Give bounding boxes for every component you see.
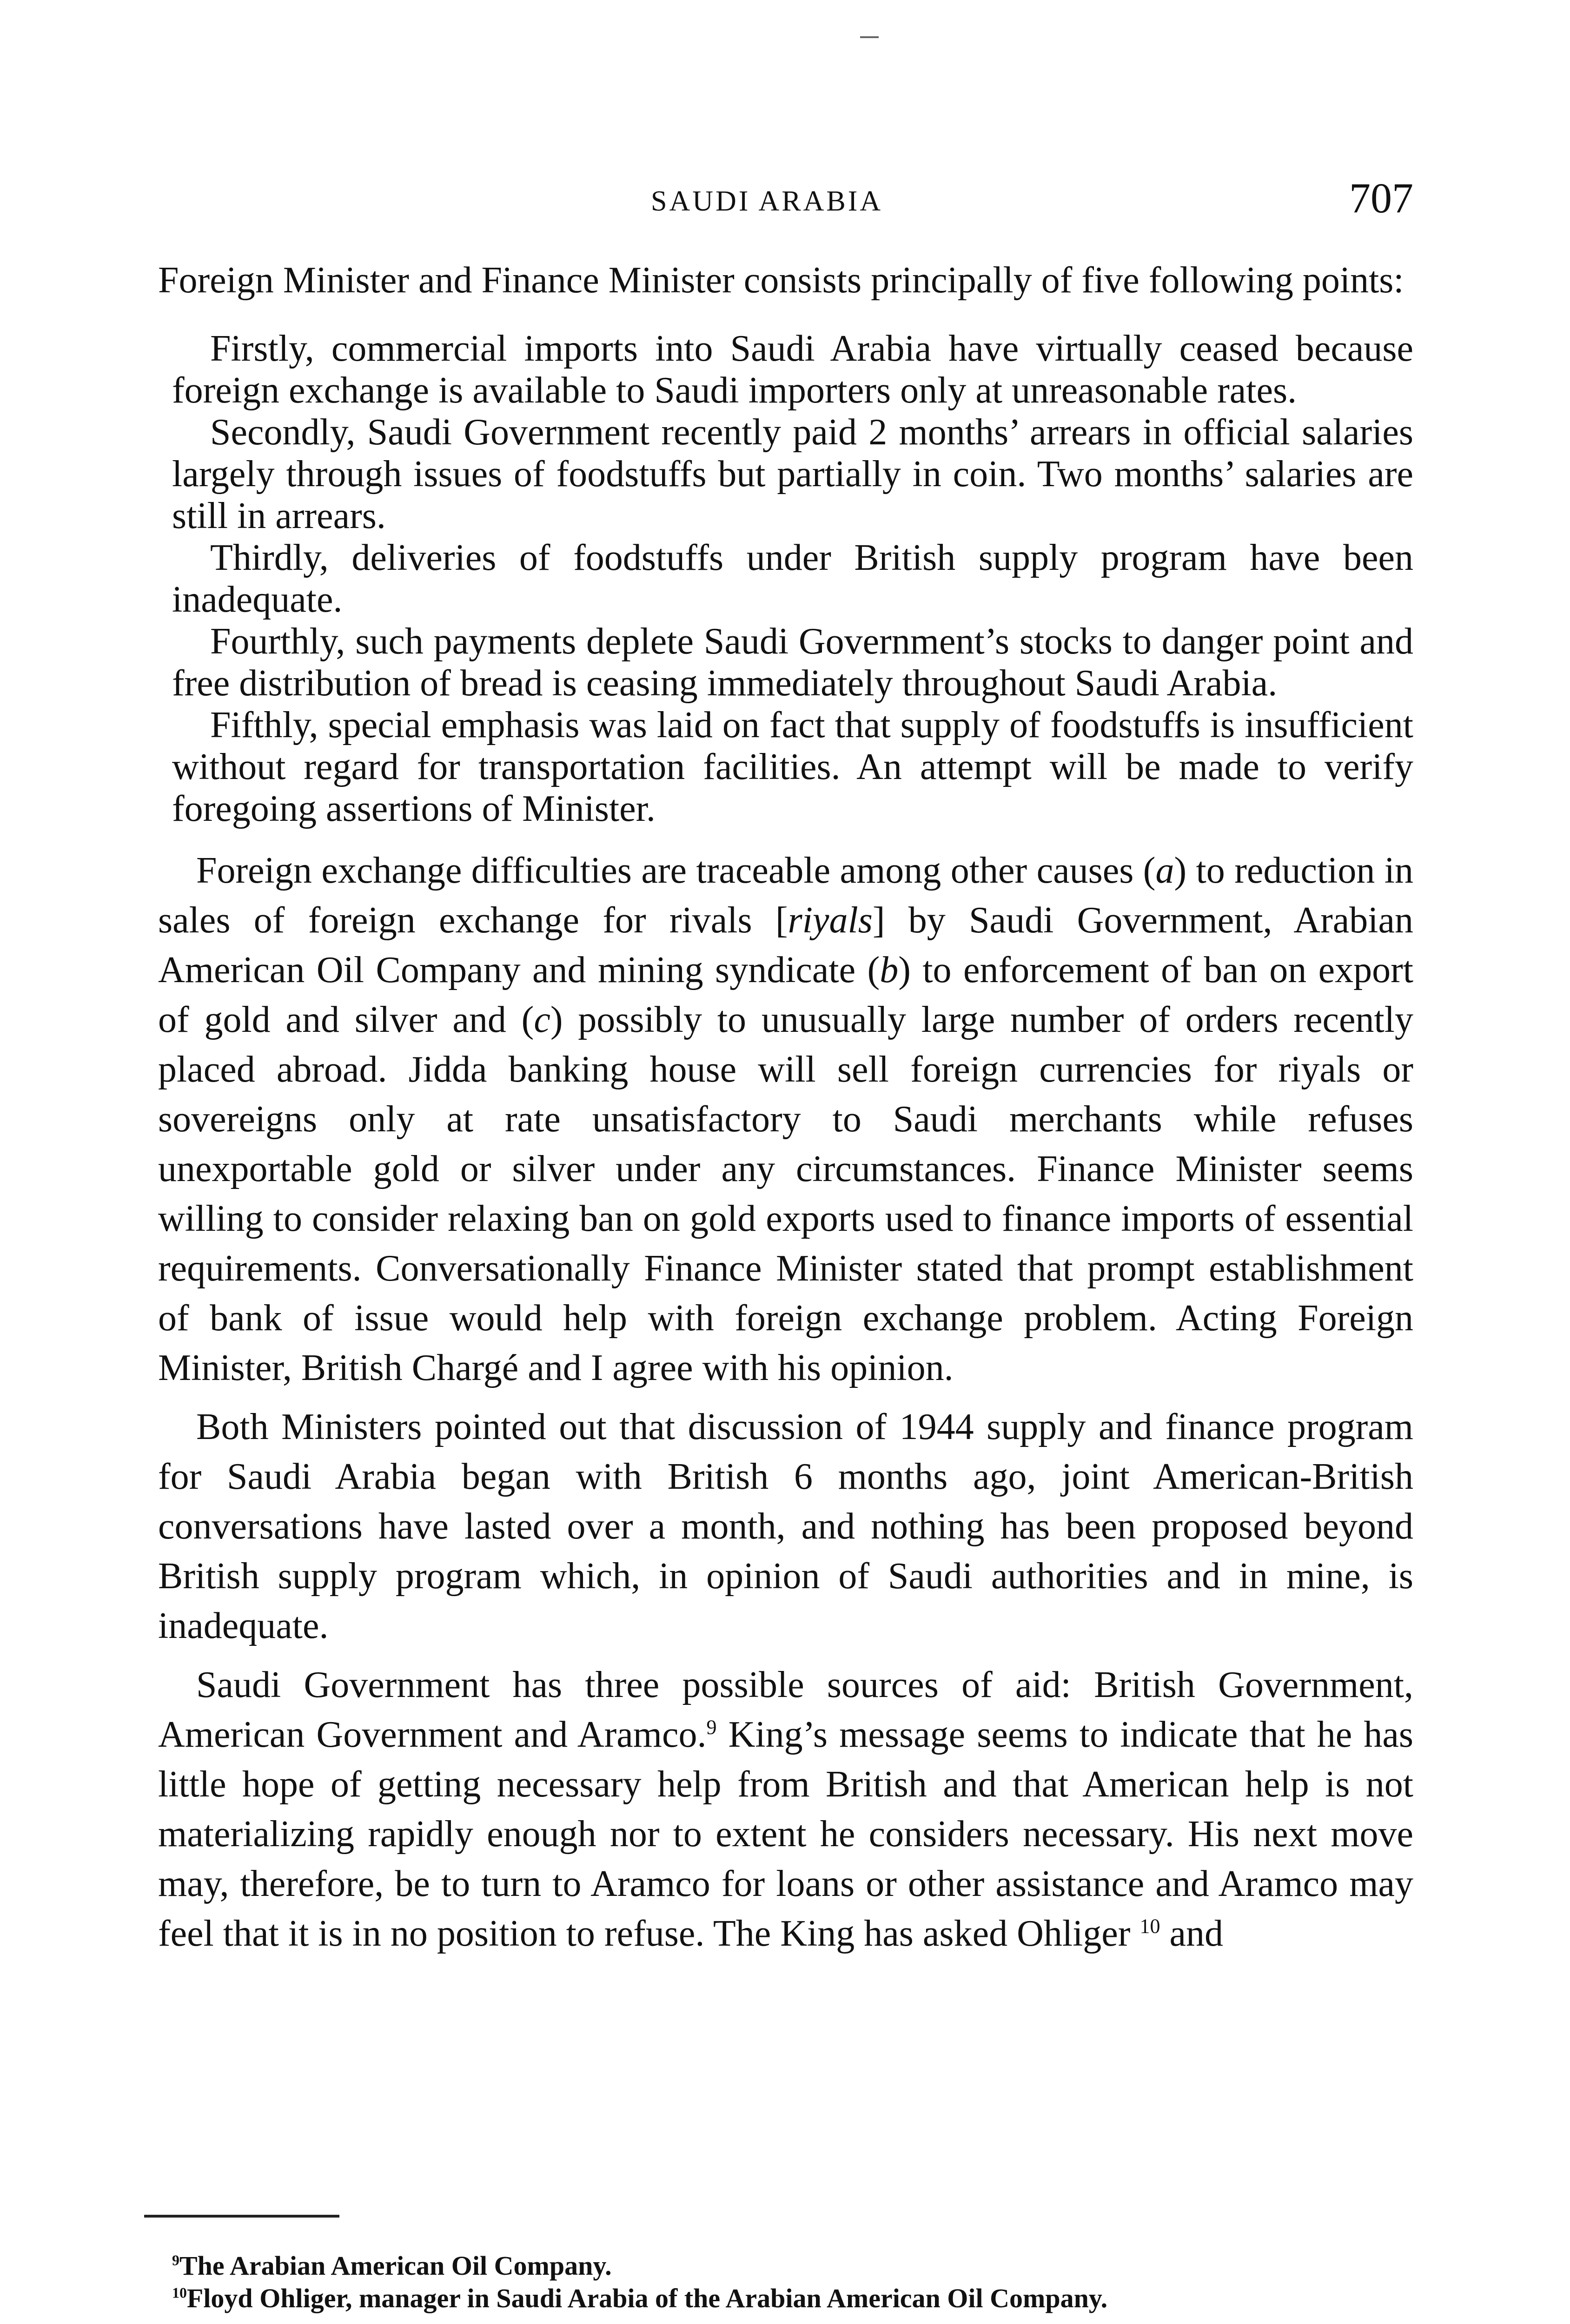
footnote-ref-10: 10: [1139, 1915, 1160, 1938]
point-3: Thirdly, deliveries of foodstuffs under British supply program have been inadequate.: [172, 537, 1413, 620]
point-5: Fifthly, special emphasis was laid on fact that supply of foodstuffs is insufficient without regard for transportation facilities. An attempt will be made to verify foregoing assertions of Minister.: [172, 705, 1413, 829]
page-header: [158, 174, 1413, 231]
point-1: Firstly, commercial imports into Saudi Arabia have virtually ceased because foreign exchange is available to Saudi importers only at unreasonable rates.: [172, 328, 1413, 411]
footnote-10: $^{10}$Floyd Ohliger, manager in Saudi Arabia of the Arabian American Oil Company.: [172, 2283, 1108, 2313]
point-2: Secondly, Saudi Government recently paid 2 months’ arrears in official salaries largely through issues of foodstuffs but partially in coin. Two months’ salaries are still in arrears.: [172, 412, 1413, 536]
intro-paragraph: Foreign Minister and Finance Minister consists principally of five following points:: [158, 260, 1404, 301]
paragraph-foreign-exchange: Foreign exchange difficulties are traceable among other causes (a) to reduction in sales of foreign exchange for rivals [riyals] by Saudi Government, Arabian American Oil Company and mining syndicate (b) to enforcement of ban on export of gold and silver and (c) possibly to unusually large number of orders recently placed abroad. Jidda banking house will sell foreign currencies for riyals or sovereigns only at rate unsatisfactory to Saudi merchants while refuses unexportable gold or silver under any circumstances. Finance Minister seems willing to consider relaxing ban on gold exports used to finance imports of essential requirements. Conversationally Finance Minister stated that prompt establishment of bank of issue would help with foreign exchange problem. Acting Foreign Minister, British Chargé and I agree with his opinion.: [158, 850, 1414, 1388]
paragraph-ministers: Both Ministers pointed out that discussion of 1944 supply and finance program for Saudi Arabia began with British 6 months ago, joint American-British conversations have lasted over a month, and nothing has been proposed beyond British supply program which, in opinion of Saudi authorities and in mine, is inadequate.: [158, 1406, 1413, 1646]
running-head: SAUDI ARABIA: [651, 185, 883, 217]
body-text: [158, 256, 1413, 1959]
footnotes: [144, 2250, 1413, 2315]
point-4: Fourthly, such payments deplete Saudi Government’s stocks to danger point and free distribution of bread is ceasing immediately throughout Saudi Arabia.: [172, 621, 1413, 704]
footnote-rule: [144, 2215, 339, 2218]
paragraph-sources-of-aid: Saudi Government has three possible sources of aid: British Government, American Government and Aramco.$^9$ King’s message seems to indicate that he has little hope of getting necessary help from British and that American help is not materializing rapidly enough nor to extent he considers necessary. His next move may, therefore, be to turn to Aramco for loans or other assistance and Aramco may feel that it is in no position to refuse. The King has asked Ohliger $^{10}$ and: [158, 1664, 1413, 1954]
footnote-9: $^9$The Arabian American Oil Company.: [172, 2251, 612, 2281]
page-number: 707: [1349, 174, 1413, 222]
top-dash-mark: [860, 36, 879, 38]
footnote-ref-9: 9: [706, 1716, 717, 1739]
